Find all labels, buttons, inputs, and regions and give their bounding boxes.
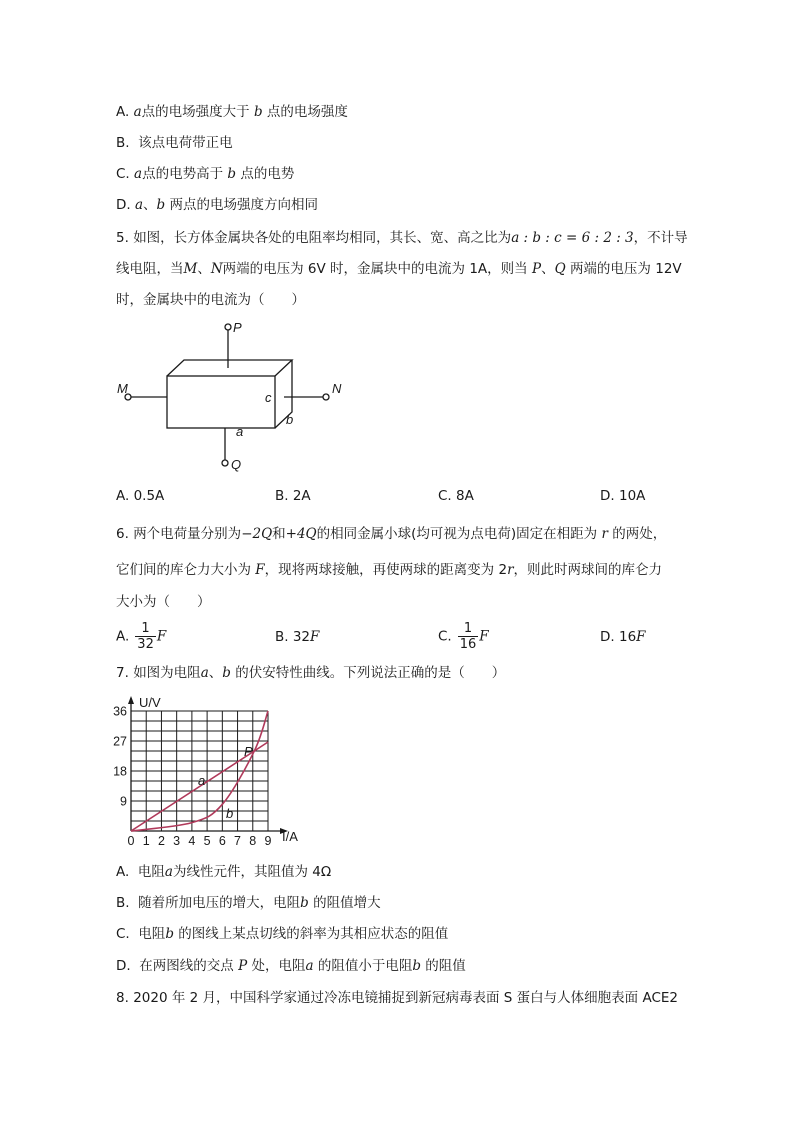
y-tick-label: 18: [113, 764, 127, 779]
y-tick-label: 36: [113, 704, 127, 719]
label-b: b: [286, 412, 294, 427]
label-a: a: [236, 424, 244, 439]
x-tick-label: 9: [264, 834, 272, 848]
q4-option-c: C. a点的电势高于 b 点的电势: [116, 166, 295, 182]
q4-option-d: D. a、b 两点的电场强度方向相同: [116, 197, 318, 213]
label-c: c: [265, 390, 272, 405]
y-axis-arrow: [128, 696, 134, 704]
q4-option-a: A. a点的电场强度大于 b 点的电场强度: [116, 104, 348, 120]
q7-option-a: A. 电阻a为线性元件，其阻值为 4Ω: [116, 864, 332, 880]
q6-option-a: A. $\frac{1}{32}$ F: [116, 621, 167, 652]
chart-axes: [128, 696, 288, 834]
y-axis-label: U/V: [139, 695, 161, 710]
q7-option-b: B. 随着所加电压的增大，电阻b 的阻值增大: [116, 895, 381, 911]
x-tick-label: 4: [188, 834, 196, 848]
x-tick-label: 2: [157, 834, 165, 848]
point-p-label: P: [244, 744, 253, 759]
q6-option-d: D. 16F: [600, 629, 646, 645]
series-label-b: b: [226, 806, 234, 821]
chart-grid: [131, 711, 268, 831]
q8-stem: 8. 2020 年 2 月，中国科学家通过冷冻电镜捕捉到新冠病毒表面 S 蛋白与人体细胞表面 ACE2: [116, 990, 678, 1006]
q5-stem-line1: 5. 如图，长方体金属块各处的电阻率均相同，其长、宽、高之比为a : b : c = 6 : 2 : 3，不计导: [116, 230, 688, 246]
block-front-face: [167, 376, 275, 428]
series-label-a: a: [198, 773, 206, 788]
q7-stem: 7. 如图为电阻a、b 的伏安特性曲线。下列说法正确的是（ ）: [116, 665, 506, 681]
q5-block-figure: [110, 318, 350, 478]
x-tick-label: 3: [173, 834, 181, 848]
q7-iv-chart: [108, 690, 308, 850]
label-m: M: [117, 381, 128, 396]
y-tick-label: 9: [120, 794, 127, 809]
q5-stem-line2: 线电阻，当M、N两端的电压为 6V 时，金属块中的电流为 1A，则当 P、Q 两端的电压为 12V: [116, 261, 682, 277]
terminal-q: [222, 460, 228, 466]
label-n: N: [332, 381, 342, 396]
q6-option-b: B. 32F: [275, 629, 320, 645]
x-tick-label: 8: [249, 834, 257, 848]
q5-stem-line3: 时，金属块中的电流为（ ）: [116, 292, 305, 308]
fraction-1-32: $\frac{1}{32}$: [137, 621, 154, 652]
x-tick-label: 7: [234, 834, 242, 848]
terminal-p: [225, 324, 231, 330]
x-tick-label: 6: [218, 834, 226, 848]
y-tick-label: 27: [113, 734, 127, 749]
x-tick-label: 5: [203, 834, 211, 848]
q7-option-c: C. 电阻b 的图线上某点切线的斜率为其相应状态的阻值: [116, 926, 449, 942]
q6-stem-line2: 它们间的库仑力大小为 F，现将两球接触，再使两球的距离变为 2r，则此时两球间的库仑力: [116, 562, 663, 578]
x-axis-label: I/A: [282, 829, 298, 844]
x-tick-label: 1: [142, 834, 150, 848]
q5-option-d: D. 10A: [600, 488, 646, 504]
q4-option-b: B. 该点电荷带正电: [116, 135, 233, 151]
q5-option-b: B. 2A: [275, 488, 311, 504]
q5-option-c: C. 8A: [438, 488, 474, 504]
block-top-face: [167, 360, 292, 376]
label-q: Q: [231, 457, 242, 472]
q6-option-c: C. $\frac{1}{16}$ F: [438, 621, 489, 652]
label-p: P: [233, 320, 242, 335]
q6-stem-line1: 6. 两个电荷量分别为−2Q和+4Q的相同金属小球(均可视为点电荷)固定在相距为 r 的两处，: [116, 526, 667, 542]
fraction-1-16: $\frac{1}{16}$: [459, 621, 477, 652]
q5-option-a: A. 0.5A: [116, 488, 165, 504]
q6-stem-line3: 大小为（ ）: [116, 594, 211, 610]
terminal-n: [323, 394, 329, 400]
q7-option-d: D. 在两图线的交点 P 处，电阻a 的阻值小于电阻b 的阻值: [116, 958, 466, 974]
x-tick-label: 0: [127, 834, 135, 848]
